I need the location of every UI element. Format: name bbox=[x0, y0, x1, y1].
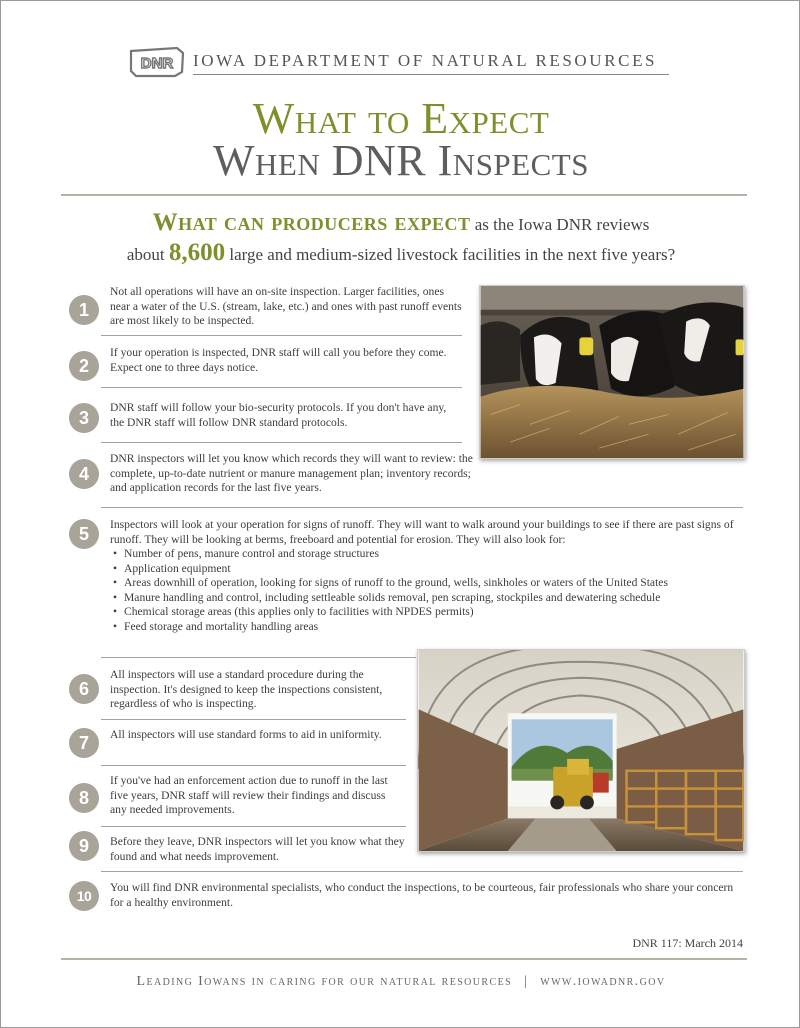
facility-count: 8,600 bbox=[168, 239, 226, 266]
item-number-badge: 1 bbox=[69, 295, 99, 325]
intro-line1-rest: as the Iowa DNR reviews bbox=[470, 215, 650, 234]
item-2-text: If your operation is inspected, DNR staff will call you before they come. Expect one to three days notice. bbox=[110, 346, 447, 374]
item-8-text: If you've had an enforcement action due to runoff in the last five years, DNR staff will review their findings and discuss any needed improvements. bbox=[110, 774, 388, 816]
item-separator bbox=[101, 826, 406, 827]
title-line-1: What to Expect bbox=[252, 94, 550, 143]
item-separator bbox=[101, 387, 462, 388]
item-separator bbox=[101, 765, 406, 766]
intro-lead: What can producers expect bbox=[152, 209, 471, 236]
item-number-badge: 3 bbox=[69, 403, 99, 433]
agency-name: IOWA DEPARTMENT OF NATURAL RESOURCES bbox=[193, 51, 658, 70]
item-9-text: Before they leave, DNR inspectors will let you know what they found and what needs improvement. bbox=[110, 835, 405, 863]
item-5-text: Inspectors will look at your operation for signs of runoff. They will want to walk around your buildings to see if there are past signs of runoff. They will be looking at berms, freeboard and potential for erosion. They will also look for: bbox=[110, 518, 734, 546]
item-number-badge: 8 bbox=[69, 783, 99, 813]
item-1-text: Not all operations will have an on-site inspection. Larger facilities, ones near a water of the U.S. (stream, lake, etc.) and ones with past runoff events are most likely to be inspected. bbox=[110, 285, 462, 327]
intro-line2-pre: about bbox=[126, 245, 169, 264]
item-separator bbox=[101, 657, 416, 658]
checklist-item: • Chemical storage areas (this applies only to facilities with NPDES permits) bbox=[110, 605, 746, 620]
hoop-barn-photo bbox=[417, 649, 745, 852]
footer-website-link[interactable]: www.iowadnr.gov bbox=[540, 974, 666, 989]
footer-divider-glyph: | bbox=[524, 974, 529, 989]
item-number-badge: 4 bbox=[69, 459, 99, 489]
item-10-text: You will find DNR environmental specialists, who conduct the inspections, to be courteous, fair professionals who share your concern for a healthy environment. bbox=[110, 881, 734, 909]
checklist-item: • Feed storage and mortality handling areas bbox=[110, 620, 746, 635]
item-number-badge: 10 bbox=[69, 881, 99, 911]
item-separator bbox=[101, 442, 462, 443]
item-3-text: DNR staff will follow your bio-security protocols. If you don't have any, the DNR staff will follow DNR standard protocols. bbox=[110, 401, 447, 429]
item-separator bbox=[101, 871, 743, 872]
item-number-badge: 5 bbox=[69, 519, 99, 549]
item-4-text: DNR inspectors will let you know which records they will want to review: the complete, up-to-date nutrient or manure management plan; inventory records; and application records for the last five years. bbox=[110, 452, 473, 494]
checklist-item: • Manure handling and control, including settleable solids removal, pen scraping, stockpiles and dewatering schedule bbox=[110, 591, 746, 606]
intro-line-1 bbox=[1, 209, 800, 237]
item-number-badge: 2 bbox=[69, 351, 99, 381]
intro-line-2 bbox=[1, 239, 800, 267]
checklist-item: • Areas downhill of operation, looking for signs of runoff to the ground, wells, sinkholes or waters of the United States bbox=[110, 576, 746, 591]
inspection-checklist bbox=[110, 547, 746, 634]
dnr-logo bbox=[128, 45, 186, 79]
title-line-2: When DNR Inspects bbox=[213, 136, 589, 185]
item-separator bbox=[101, 719, 406, 720]
title-divider bbox=[61, 194, 747, 196]
item-separator bbox=[101, 335, 462, 336]
item-separator bbox=[101, 507, 743, 508]
item-5-block bbox=[110, 518, 746, 634]
checklist-item: • Number of pens, manure control and storage structures bbox=[110, 547, 746, 562]
item-number-badge: 9 bbox=[69, 831, 99, 861]
item-number-badge: 7 bbox=[69, 728, 99, 758]
item-number-badge: 6 bbox=[69, 674, 99, 704]
item-6-text: All inspectors will use a standard procedure during the inspection. It's designed to keep the inspections consistent, regardless of who is inspecting. bbox=[110, 668, 383, 710]
document-number: DNR 117: March 2014 bbox=[632, 936, 743, 950]
footer-tagline: Leading Iowans in caring for our natural resources bbox=[136, 974, 513, 989]
checklist-item: • Application equipment bbox=[110, 562, 746, 577]
dnr-logo-text: DNR bbox=[140, 55, 174, 72]
intro-line2-rest: large and medium-sized livestock facilities in the next five years? bbox=[225, 245, 676, 264]
footer-divider bbox=[61, 958, 747, 960]
item-7-text: All inspectors will use standard forms to aid in uniformity. bbox=[110, 728, 382, 741]
cattle-feeding-photo bbox=[479, 285, 745, 459]
footer bbox=[1, 974, 800, 990]
agency-rule bbox=[193, 74, 669, 75]
